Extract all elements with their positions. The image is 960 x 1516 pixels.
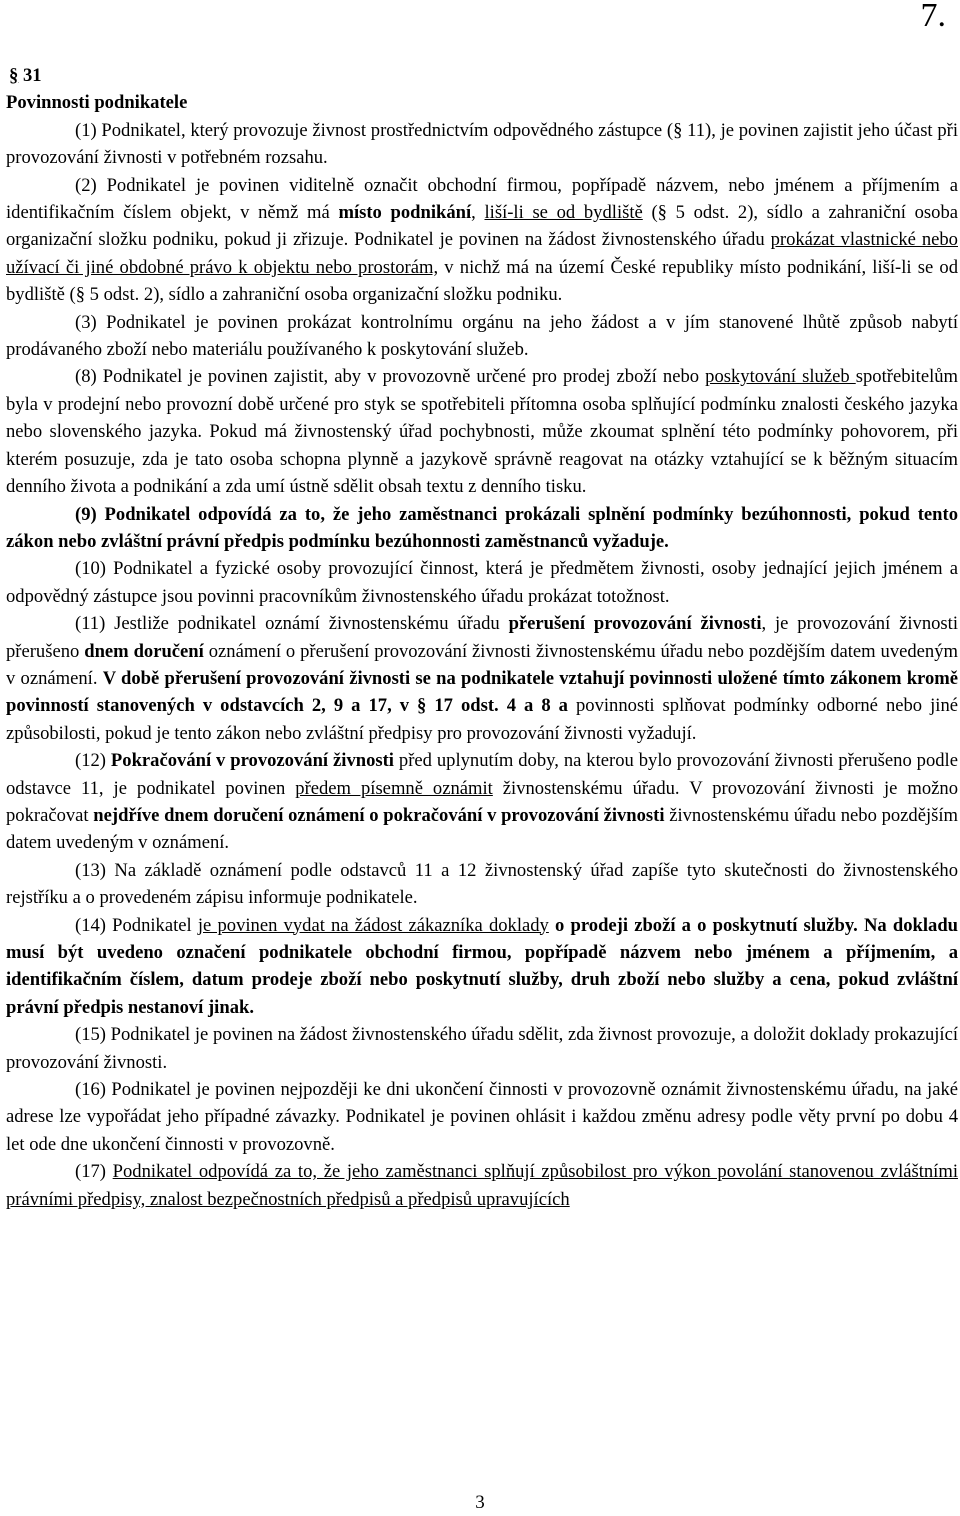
p11-bold-interruption: přerušení provozování živnosti	[508, 613, 762, 635]
paragraph-16: (16) Podnikatel je povinen nejpozději ke dni ukončení činnosti v provozovně oznámit živnostenskému úřadu, na jaké adrese lze vypořádat jeho případné závazky. Podnikatel je povinen ohlásit i každou změnu adresy podle věty první po dobu 4 let ode dne ukončení činnosti v provozovně.	[6, 1079, 958, 1155]
p11-text-e: oznámení o přerušení provozování živnosti živnostenskému úřadu nebo pozdějším datem uvedeným v oznámení.	[6, 640, 958, 689]
p2-text-c: ,	[471, 202, 485, 224]
p12-text-a: (12)	[75, 750, 111, 772]
p8-text-a: (8) Podnikatel je povinen zajistit, aby v provozovně určené pro prodej zboží nebo	[75, 366, 706, 388]
p12-text-c: před uplynutím doby, na kterou bylo provozování živnosti přerušeno podle odstavce 11, je podnikatel povinen	[6, 750, 958, 799]
p11-text-c: , je provozování živnosti přerušeno	[6, 613, 958, 662]
paragraph-12	[6, 747, 958, 857]
p2-text-e: (§ 5 odst. 2), sídlo a zahraniční osoba organizační složku podniku, pokud ji zřizuje. Podnikatel je povinen na žádost živnostenského úřadu	[6, 202, 958, 251]
paragraph-10: (10) Podnikatel a fyzické osoby provozující činnost, která je předmětem živnosti, osoby jednající jejich jménem a odpovědný zástupce jsou povinni pracovníkům živnostenského úřadu prokázat totožnost.	[6, 558, 958, 607]
section-title: Povinnosti podnikatele	[6, 92, 188, 114]
p11-text-a: (11) Jestliže podnikatel oznámí živnostenskému úřadu	[75, 613, 509, 635]
p11-bold-obligations: V době přerušení provozování živnosti se na podnikatele vztahují povinnosti uložené tímto zákonem kromě povinností stanovených v odstavcích 2, 9 a 17, v § 17 odst. 4 a 8 a	[6, 667, 958, 717]
corner-page-marker: 7.	[920, 0, 946, 34]
p12-bold-earliest: nejdříve dnem doručení oznámení o pokračování v provozování živnosti	[93, 804, 665, 826]
paragraph-1: (1) Podnikatel, který provozuje živnost prostřednictvím odpovědného zástupce (§ 11), je povinen zajistit jeho účast při provozování živnosti v potřebném rozsahu.	[6, 119, 958, 169]
p8-text-c: spotřebitelům byla v prodejní nebo provozní době určené pro styk se spotřebiteli přítomna osoba splňující podmínku znalosti českého jazyka nebo slovenského jazyka. Pokud má živnostenský úřad pochybnosti, může zkoumat splnění této podmínky pohovorem, při kterém posuzuje, zda je tato osoba schopna plynně a jazykově správně reagovat na otázky vztahující se k běžným situacím denního života a podnikání a zda umí ústně sdělit obsah textu z denního tisku.	[6, 366, 958, 498]
paragraph-3: (3) Podnikatel je povinen prokázat kontrolnímu orgánu na jeho žádost a v jím stanovené lhůtě způsob nabytí prodávaného zboží nebo materiálu používaného k poskytování služeb.	[6, 311, 958, 361]
p2-underline-ownership: prokázat vlastnické nebo užívací či jiné obdobné právo k objektu nebo prostorám,	[6, 229, 958, 278]
paragraph-2	[6, 172, 958, 309]
p8-underline-services: poskytování služeb	[705, 366, 856, 388]
section-symbol: §	[9, 65, 19, 86]
p14-underline-issue: je povinen vydat na žádost zákazníka doklady	[197, 914, 549, 936]
paragraph-9: (9) Podnikatel odpovídá za to, že jeho zaměstnanci prokázali splnění podmínky bezúhonnosti, pokud tento zákon nebo zvláštní právní předpis podmínku bezúhonnosti zaměstnanců vyžaduje.	[6, 503, 958, 552]
paragraph-15: (15) Podnikatel je povinen na žádost živnostenského úřadu sdělit, zda živnost provozuje, a doložit doklady prokazující provozování živnosti.	[6, 1024, 958, 1073]
paragraph-11	[6, 610, 958, 747]
p12-underline-notify: předem písemně oznámit	[295, 777, 493, 799]
p14-bold-receipt: o prodeji zboží a o poskytnutí služby. Na dokladu musí být uvedeno označení podnikatele obchodní firmou, popřípadě názvem nebo jménem a příjmením, a identifikačním číslem, datum prodeje zboží nebo poskytnutí služby, druh zboží nebo služby a cena, pokud zvláštní právní předpis nestanoví jinak.	[6, 914, 959, 1018]
p17-underline-competence: Podnikatel odpovídá za to, že jeho zaměstnanci splňují způsobilost pro výkon povolání stanovenou zvláštními právními předpisy, znalost bezpečnostních předpisů a předpisů upravujících	[6, 1161, 958, 1210]
section-number	[9, 62, 958, 89]
p2-text-a: (2) Podnikatel je povinen viditelně označit obchodní firmou, popřípadě názvem, nebo jménem a příjmením a identifikačním číslem objekt, v němž má	[6, 174, 958, 224]
page-number: 3	[475, 1492, 485, 1513]
p2-text-g: v nichž má na území České republiky místo podnikání, liší-li se od bydliště (§ 5 odst. 2), sídlo a zahraniční osoba organizační složku podniku.	[6, 256, 958, 306]
p2-underline-residence: liší-li se od bydliště	[484, 202, 643, 224]
document-body	[6, 62, 958, 1213]
p14-text-a: (14) Podnikatel	[75, 914, 198, 936]
p12-bold-continuation: Pokračování v provozování živnosti	[110, 750, 394, 772]
paragraph-8	[6, 363, 958, 500]
p11-text-g: povinnosti splňovat podmínky odborné nebo jiné způsobilosti, pokud je tento zákon nebo zvláštní předpisy pro provozování živnosti vyžadují.	[6, 695, 958, 744]
p12-text-e: živnostenskému úřadu. V provozování živnosti je možno pokračovat	[6, 777, 958, 826]
section-number-value: 31	[18, 65, 42, 86]
p11-bold-delivery: dnem doručení	[84, 640, 204, 662]
paragraph-13: (13) Na základě oznámení podle odstavců 11 a 12 živnostenský úřad zapíše tyto skutečnosti do živnostenského rejstříku a o provedeném zápisu informuje podnikatele.	[6, 859, 958, 909]
p17-text-a: (17)	[75, 1161, 113, 1183]
p12-text-g: živnostenskému úřadu nebo pozdějším datem uvedeným v oznámení.	[6, 804, 959, 854]
p2-bold-place: místo podnikání	[338, 202, 472, 224]
paragraph-17	[6, 1158, 958, 1213]
paragraph-14	[6, 912, 958, 1022]
